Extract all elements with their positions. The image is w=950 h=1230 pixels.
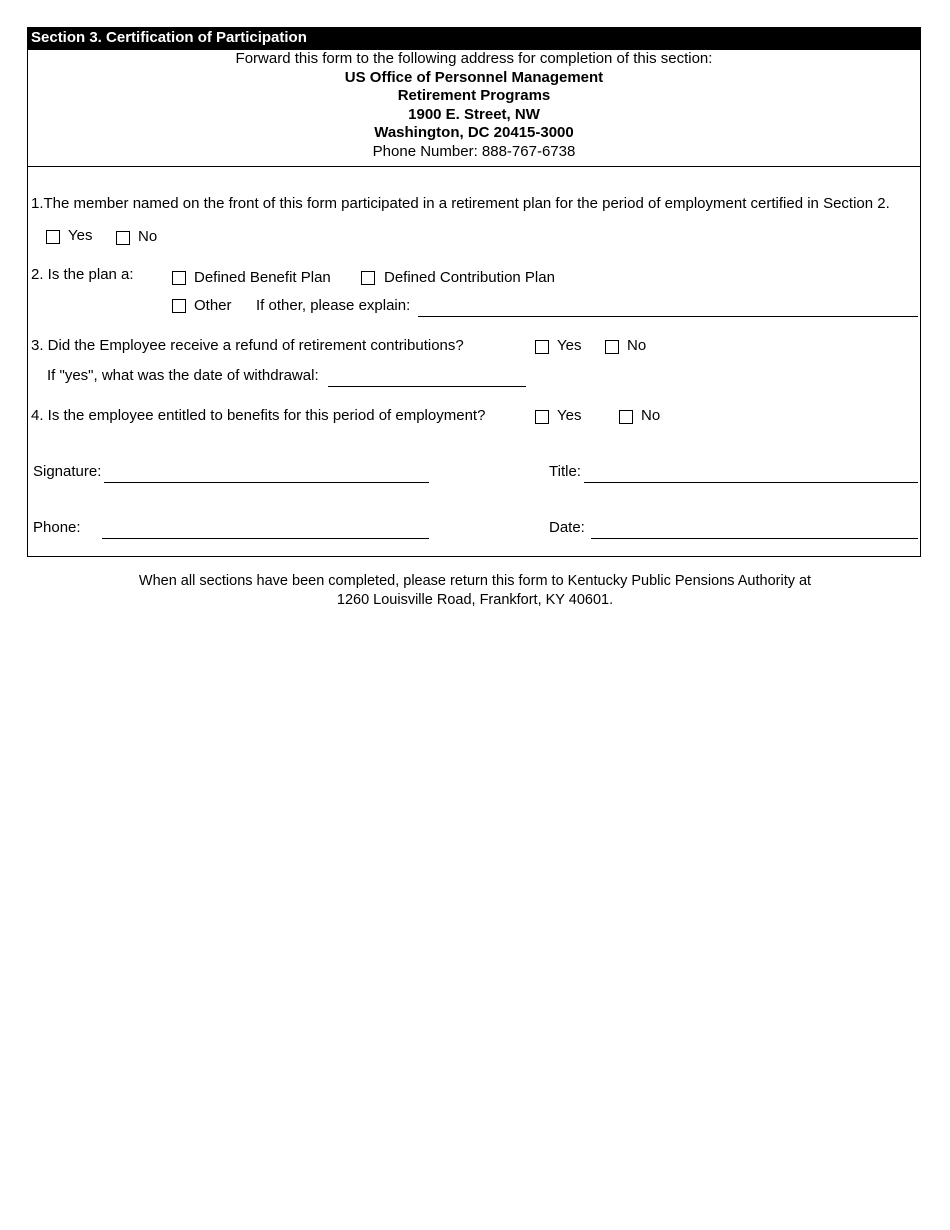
q2-defined-contribution-checkbox[interactable] [361,271,375,285]
q3-no-checkbox[interactable] [605,340,619,354]
address-line-2: Retirement Programs [397,87,551,105]
q4-yes-checkbox[interactable] [535,410,549,424]
address-line-3: 1900 E. Street, NW [408,105,540,123]
q3-yes-checkbox[interactable] [535,340,549,354]
phone-label: Phone: [33,519,81,536]
return-instructions [0,572,950,609]
q3-withdrawal-label: If "yes", what was the date of withdrawal: [47,367,319,384]
title-field[interactable] [584,482,918,483]
section-title: Section 3. Certification of Participation [28,28,920,50]
signature-field[interactable] [104,482,429,483]
question-1-text: 1.The member named on the front of this form participated in a retirement plan for the period of employment certified in Section 2. [31,195,890,212]
address-line-1: US Office of Personnel Management [344,68,604,86]
date-field[interactable] [591,538,918,539]
q2-defined-benefit-checkbox[interactable] [172,271,186,285]
return-instructions-line-2: 1260 Louisville Road, Frankfort, KY 40601. [336,591,614,608]
phone-field[interactable] [102,538,429,539]
q2-explain-field[interactable] [418,316,918,317]
q2-other-label: Other [194,297,232,314]
q1-yes-label: Yes [68,227,93,244]
return-instructions-line-1: When all sections have been completed, please return this form to Kentucky Public Pensions Authority at [138,573,812,589]
q2-explain-label: If other, please explain: [256,297,411,314]
q1-no-checkbox[interactable] [116,231,130,245]
q2-defined-benefit-label: Defined Benefit Plan [194,269,331,286]
q2-defined-contribution-label: Defined Contribution Plan [384,269,555,286]
question-3-text: 3. Did the Employee receive a refund of retirement contributions? [31,337,464,354]
q3-withdrawal-date-field[interactable] [328,386,526,387]
q4-no-checkbox[interactable] [619,410,633,424]
q2-other-checkbox[interactable] [172,299,186,313]
signature-label: Signature: [33,463,102,480]
question-4-text: 4. Is the employee entitled to benefits for this period of employment? [31,407,486,424]
address-line-4: Washington, DC 20415-3000 [374,124,574,142]
q4-no-label: No [641,407,661,424]
question-2-text: 2. Is the plan a: [31,266,134,283]
q1-yes-checkbox[interactable] [46,230,60,244]
date-label: Date: [549,519,585,536]
address-phone: Phone Number: 888-767-6738 [372,142,576,160]
q3-yes-label: Yes [557,337,582,354]
address-block [28,50,920,162]
divider [28,166,920,167]
q3-no-label: No [627,337,647,354]
q1-no-label: No [138,228,158,245]
address-intro: Forward this form to the following address for completion of this section: [235,50,713,67]
q4-yes-label: Yes [557,407,582,424]
title-label: Title: [549,463,581,480]
